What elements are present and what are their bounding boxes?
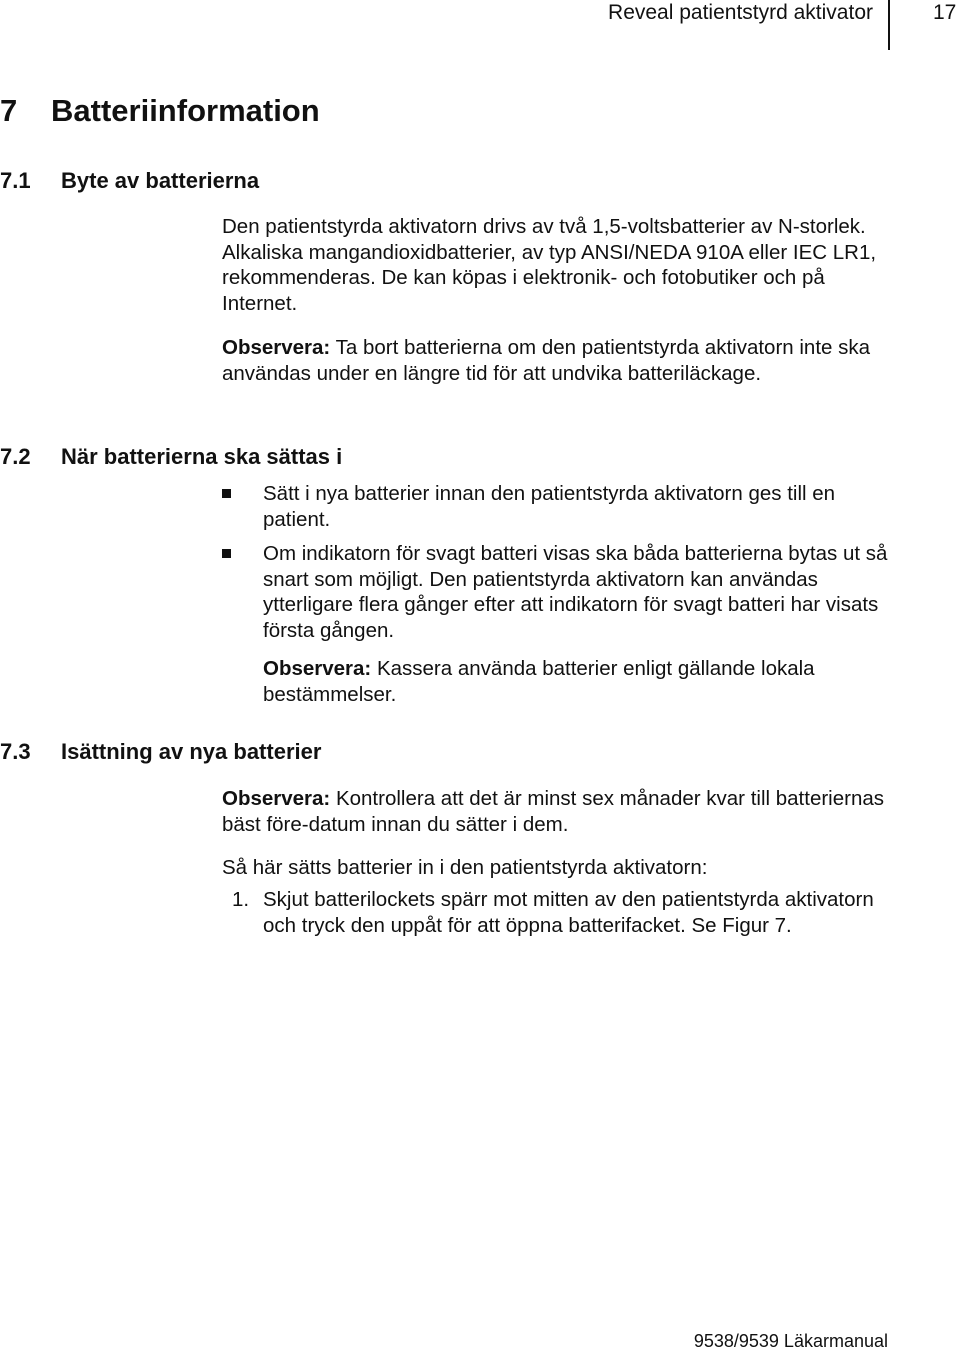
list-item-text: Sätt i nya batterier innan den patientstyrda aktivatorn ges till en patient. [263, 482, 836, 531]
section-number: 7.1 [0, 168, 31, 193]
square-bullet-icon [222, 549, 231, 558]
section-number: 7.3 [0, 739, 31, 764]
list-item-text: Om indikatorn för svagt batteri visas ska båda batterierna bytas ut så snart som möjligt. Den patientstyrda aktivatorn kan användas ytterligare flera gånger efter att indikatorn för svagt batteri har visats första gången. [263, 542, 888, 642]
note-expiry-date [222, 786, 892, 837]
note-text: Kontrollera att det är minst sex månader kvar till batteriernas bäst före-datum innan du sätter i dem. [222, 787, 885, 836]
note-label: Observera: [222, 336, 331, 359]
section-title-text: När batterierna ska sättas i [61, 444, 343, 469]
section-heading-7-3 [0, 738, 321, 766]
procedure-intro: Så här sätts batterier in i den patientstyrda aktivatorn: [222, 856, 708, 879]
footer-manual-title: 9538/9539 Läkarmanual [693, 1331, 888, 1351]
chapter-title [0, 92, 320, 130]
chapter-title-text: Batteriinformation [51, 93, 320, 128]
step-text: Skjut batterilockets spärr mot mitten av den patientstyrda aktivatorn och tryck den uppåt för att öppna batterifacket. Se Figur 7. [263, 888, 874, 937]
section-title-text: Isättning av nya batterier [61, 739, 322, 764]
header-divider [888, 0, 890, 50]
list-item [222, 541, 892, 643]
chapter-number: 7 [0, 93, 18, 128]
page-number: 17 [933, 1, 957, 24]
square-bullet-icon [222, 489, 231, 498]
step-number: 1. [232, 888, 250, 911]
note-dispose-batteries [263, 656, 893, 707]
section-heading-7-1 [0, 167, 259, 195]
note-text: Ta bort batterierna om den patientstyrda aktivatorn inte ska användas under en längre tid för att undvika batteriläckage. [222, 336, 871, 385]
note-text: Kassera använda batterier enligt gällande lokala bestämmelser. [263, 657, 815, 706]
note-label: Observera: [222, 787, 331, 810]
battery-info-paragraph: Den patientstyrda aktivatorn drivs av två 1,5-voltsbatterier av N-storlek. Alkaliska mangandioxidbatterier, av typ ANSI/NEDA 910A eller IEC LR1, rekommenderas. De kan köpas i elektronik- och fotobutiker och på Internet. [222, 215, 877, 315]
note-remove-batteries [222, 335, 892, 386]
note-label: Observera: [263, 657, 372, 680]
section-number: 7.2 [0, 444, 31, 469]
section-title-text: Byte av batterierna [61, 168, 260, 193]
running-title: Reveal patientstyrd aktivator [608, 1, 873, 24]
section-heading-7-2 [0, 443, 342, 471]
list-item [222, 481, 892, 533]
